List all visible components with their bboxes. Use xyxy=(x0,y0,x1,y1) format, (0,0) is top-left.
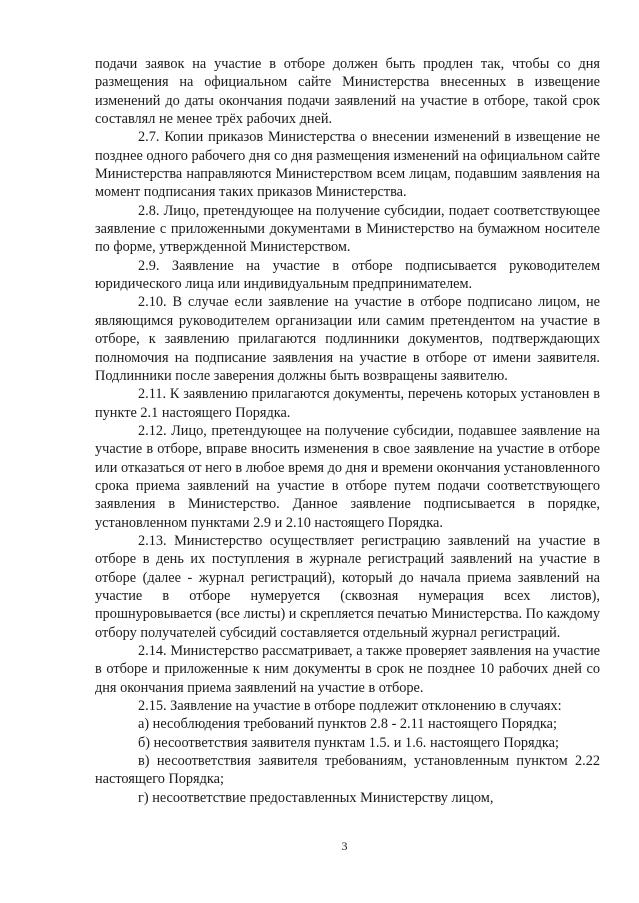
paragraph-continuation: подачи заявок на участие в отборе должен быть продлен так, чтобы со дня размещения на официальном сайте Министерства внесенных в извещение изменений до даты окончания подачи заявлений на участие в отборе, такой срок составлял не менее трёх рабочих дней. xyxy=(95,56,600,128)
document-body xyxy=(95,55,600,807)
paragraph-2-7: 2.7. Копии приказов Министерства о внесении изменений в извещение не позднее одного рабочего дня со дня размещения изменений на официальном сайте Министерства направляются Министерством всем лицам, подавшим заявления на момент подписания таких приказов Министерства. xyxy=(95,129,600,201)
paragraph-2-9: 2.9. Заявление на участие в отборе подписывается руководителем юридического лица или индивидуальным предпринимателем. xyxy=(95,257,600,293)
page-number: 3 xyxy=(341,839,348,853)
paragraph-2-10: 2.10. В случае если заявление на участие в отборе подписано лицом, не являющимся руководителем организации или самим претендентом на участие в отборе, к заявлению прилагаются подлинники документов, подтверждающих полномочия на подписание заявления на участие в отборе от имени заявителя. Подлинники после заверения должны быть возвращены заявителю. xyxy=(95,294,600,384)
paragraph-2-8: 2.8. Лицо, претендующее на получение субсидии, подает соответствующее заявление с приложенными документами в Министерство на бумажном носителе по форме, утвержденной Министерством. xyxy=(95,202,600,256)
paragraph-2-12: 2.12. Лицо, претендующее на получение субсидии, подавшее заявление на участие в отборе, вправе вносить изменения в свое заявление на участие в отборе или отказаться от него в любое время до дня и времени окончания установленного срока приема заявлений на участие в отборе путем подачи соответствующего заявления в Министерство. Данное заявление подписывается в порядке, установленном пунктами 2.9 и 2.10 настоящего Порядка. xyxy=(95,422,600,531)
paragraph-2-15: 2.15. Заявление на участие в отборе подлежит отклонению в случаях: xyxy=(138,698,562,715)
paragraph-2-13: 2.13. Министерство осуществляет регистрацию заявлений на участие в отборе в день их поступления в журнале регистраций заявлений на участие в отборе (далее - журнал регистраций), который до начала приема заявлений на участие в отборе нумеруется (сквозная нумерация всех листов), прошнуровывается (все листы) и скрепляется печатью Министерства. По каждому отбору получателей субсидий составляется отдельный журнал регистраций. xyxy=(95,532,600,641)
list-item-a: а) несоблюдения требований пунктов 2.8 - 2.11 настоящего Порядка; xyxy=(138,716,557,733)
paragraph-2-14: 2.14. Министерство рассматривает, а также проверяет заявления на участие в отборе и приложенные к ним документы в срок не позднее 10 рабочих дней со дня окончания приема заявлений на участие в отборе. xyxy=(95,643,600,696)
list-item-v: в) несоответствия заявителя требованиям, установленным пунктом 2.22 настоящего Порядка; xyxy=(95,753,600,788)
list-item-g: г) несоответствие предоставленных Министерству лицом, xyxy=(138,789,494,806)
paragraph-2-11: 2.11. К заявлению прилагаются документы, перечень которых установлен в пункте 2.1 настоящего Порядка. xyxy=(95,386,600,421)
list-item-b: б) несоответствия заявителя пунктам 1.5. и 1.6. настоящего Порядка; xyxy=(138,734,559,751)
